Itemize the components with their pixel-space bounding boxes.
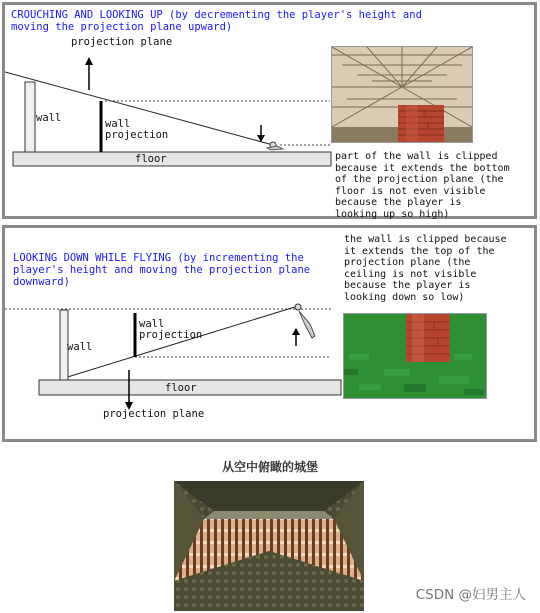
flying-caption: LOOKING DOWN WHILE FLYING (by incrementing the player's height and moving the projection plane downward) xyxy=(13,252,311,288)
floor-label: floor xyxy=(135,153,167,165)
ceiling-view-image xyxy=(331,46,473,143)
figure-title: 从空中俯瞰的城堡 xyxy=(221,460,318,474)
up-arrow-icon xyxy=(85,57,93,65)
crouching-caption: CROUCHING AND LOOKING UP (by decrementing the player's height and moving the projection plane upward) xyxy=(11,9,422,33)
up-arrow-icon xyxy=(292,328,300,335)
crouching-note: part of the wall is clipped because it extends the bottom of the projection plane (the floor is not even visible because the player is looking up so high) xyxy=(335,151,510,220)
flying-panel xyxy=(2,225,537,442)
projection-plane-label: projection plane xyxy=(71,36,173,48)
crouching-player-icon xyxy=(267,142,283,150)
wall-block xyxy=(25,82,35,152)
flying-note: the wall is clipped because it extends the top of the projection plane (the ceiling is not visible because the player is looking down so low) xyxy=(344,234,507,303)
watermark: CSDN @妇男主人 xyxy=(415,587,526,603)
wall-label: wall xyxy=(67,341,93,353)
projection-plane-label: projection plane xyxy=(103,408,205,420)
wall-projection-label: wall projection xyxy=(139,318,203,341)
grass-view-image xyxy=(343,313,487,399)
crouching-panel xyxy=(2,2,537,219)
castle-aerial-image xyxy=(174,481,364,611)
sight-line xyxy=(61,306,298,379)
wall-label: wall xyxy=(36,112,62,124)
wall-projection-label: wall projection xyxy=(105,118,169,141)
floor-label: floor xyxy=(165,382,197,394)
floor-slab xyxy=(13,152,331,166)
